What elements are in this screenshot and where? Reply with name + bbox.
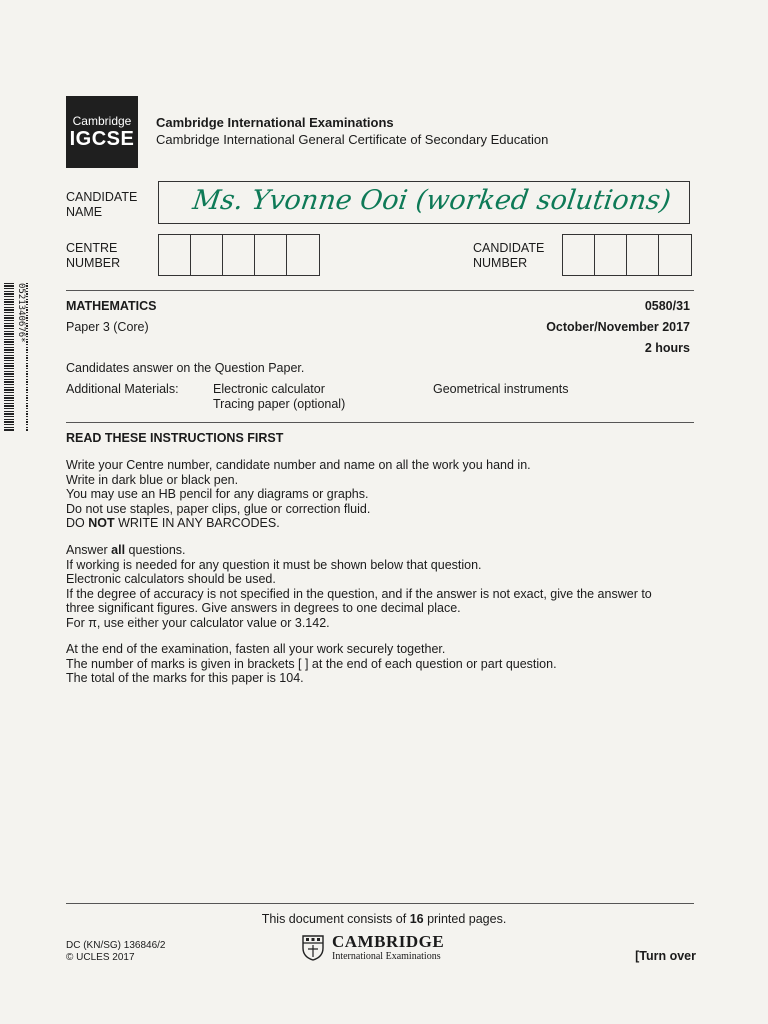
barcode-digits: 0521340676* xyxy=(14,283,26,431)
divider xyxy=(66,290,694,291)
certificate-title: Cambridge International General Certificate of Secondary Education xyxy=(156,132,549,147)
instruction-line: For π, use either your calculator value or 3.142. xyxy=(66,615,330,630)
candidate-digit-box[interactable] xyxy=(595,235,627,275)
instruction-line: The number of marks is given in brackets [ ] at the end of each question or part question. xyxy=(66,656,557,671)
divider xyxy=(66,903,694,904)
instruction-line: Electronic calculators should be used. xyxy=(66,572,276,587)
instruction-line xyxy=(66,543,696,558)
exam-session: October/November 2017 xyxy=(546,320,690,334)
candidate-number-field[interactable] xyxy=(562,234,692,276)
paper-title: Paper 3 (Core) xyxy=(66,320,149,334)
centre-digit-box[interactable] xyxy=(255,235,287,275)
instruction-line: If working is needed for any question it must be shown below that question. xyxy=(66,557,482,572)
answer-all: all xyxy=(111,543,126,557)
footer-reference xyxy=(66,940,166,964)
material-item: Electronic calculator xyxy=(213,382,325,396)
centre-digit-box[interactable] xyxy=(191,235,223,275)
instructions-block-1 xyxy=(66,458,531,531)
candidate-digit-box[interactable] xyxy=(659,235,691,275)
candidate-digit-box[interactable] xyxy=(627,235,659,275)
candidate-digit-box[interactable] xyxy=(563,235,595,275)
paper-code: 0580/31 xyxy=(644,299,690,313)
material-item: Geometrical instruments xyxy=(433,382,569,396)
instruction-line: Do not use staples, paper clips, glue or correction fluid. xyxy=(66,501,371,516)
subject-title: MATHEMATICS xyxy=(66,299,157,313)
pages-suffix: printed pages. xyxy=(423,912,507,926)
instruction-line: At the end of the examination, fasten all your work securely together. xyxy=(66,642,446,656)
instruction-line: Write in dark blue or black pen. xyxy=(66,472,239,487)
instruction-line: Write your Centre number, candidate number and name on all the work you hand in. xyxy=(66,458,531,472)
centre-digit-box[interactable] xyxy=(223,235,255,275)
answer-suffix: questions. xyxy=(125,543,186,557)
do-prefix: DO xyxy=(66,516,89,531)
materials-label: Additional Materials: xyxy=(66,382,179,396)
instruction-line: If the degree of accuracy is not specified in the question, and if the answer is not exact, give the answer to xyxy=(66,586,652,601)
exam-duration: 2 hours xyxy=(644,341,690,355)
instruction-line: You may use an HB pencil for any diagrams or graphs. xyxy=(66,487,369,502)
copyright: © UCLES 2017 xyxy=(66,952,135,963)
candidate-number-label-2: NUMBER xyxy=(473,256,528,270)
answer-on-paper: Candidates answer on the Question Paper. xyxy=(66,361,305,375)
candidate-number-label-1: CANDIDATE xyxy=(473,241,545,255)
igcse-logo xyxy=(66,96,138,168)
divider xyxy=(66,422,694,423)
instruction-line: The total of the marks for this paper is 104. xyxy=(66,671,304,686)
candidate-name-label xyxy=(66,190,137,220)
candidate-number-label xyxy=(473,241,544,271)
organization-title: Cambridge International Examinations xyxy=(156,115,394,130)
logo-line-2: IGCSE xyxy=(69,128,135,150)
cambridge-subtitle: International Examinations xyxy=(332,951,441,962)
centre-digit-box[interactable] xyxy=(159,235,191,275)
handwritten-name: Ms. Yvonne Ooi (worked solutions) xyxy=(190,185,673,216)
centre-number-label-2: NUMBER xyxy=(66,256,121,270)
instructions-heading: READ THESE INSTRUCTIONS FIRST xyxy=(66,431,284,445)
cambridge-wordmark: CAMBRIDGE xyxy=(332,932,445,951)
material-item: Tracing paper (optional) xyxy=(213,397,346,411)
pages-prefix: This document consists of xyxy=(261,912,410,926)
centre-number-label-1: CENTRE xyxy=(66,241,118,255)
answer-prefix: Answer xyxy=(66,543,112,557)
centre-digit-box[interactable] xyxy=(287,235,319,275)
centre-number-label xyxy=(66,241,120,271)
document-reference: DC (KN/SG) 136846/2 xyxy=(66,940,166,951)
do-suffix: WRITE IN ANY BARCODES. xyxy=(114,516,280,531)
candidate-name-field[interactable] xyxy=(158,181,690,224)
instructions-block-3 xyxy=(66,642,557,686)
pages-count: 16 xyxy=(409,912,424,926)
do-not: NOT xyxy=(88,516,115,531)
logo-line-1: Cambridge xyxy=(72,114,132,128)
cambridge-crest-icon xyxy=(302,935,324,961)
instruction-line xyxy=(66,516,531,531)
centre-number-field[interactable] xyxy=(158,234,320,276)
page-count-note xyxy=(0,912,768,926)
turn-over: [Turn over xyxy=(635,949,696,963)
candidate-name-label-2: NAME xyxy=(66,205,103,219)
instruction-line: three significant figures. Give answers in degrees to one decimal place. xyxy=(66,601,461,616)
candidate-name-label-1: CANDIDATE xyxy=(66,190,138,204)
instructions-block-2 xyxy=(66,543,696,631)
